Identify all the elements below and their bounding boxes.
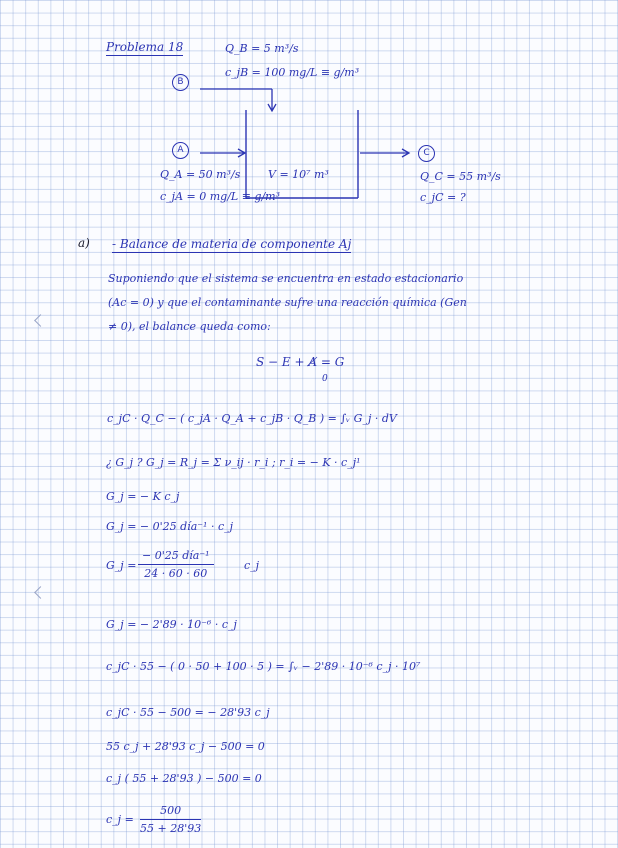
cjc-value: c_jC = ? (420, 191, 466, 204)
equation-step-1: c_jC · 55 − 500 = − 28'93 c_j (106, 706, 270, 719)
accumulation-zero-mark: 0 (322, 374, 328, 384)
equation-gj-rate: G_j = − 0'25 día⁻¹ · c_j (106, 520, 234, 533)
result-denominator: 55 + 28'93 (140, 822, 202, 835)
equation-generation: ¿ G_j ? G_j = R_j = Σ ν_ij · r_i ; r_i = − K · c_j¹ (106, 456, 361, 469)
tank-volume: V = 10⁷ m³ (268, 168, 329, 181)
stream-c-marker: C (418, 145, 435, 162)
equation-substituted: c_jC · 55 − ( 0 · 50 + 100 · 5 ) = ∫ᵥ − 2'89 · 10⁻⁶ c_j · 10⁷ (106, 660, 421, 673)
equation-gj-fraction (138, 549, 214, 580)
balance-equation: S − E + A̸ = G (256, 355, 345, 369)
equation-result-label: c_j = (106, 813, 134, 826)
cja-value: c_jA = 0 mg/L ≡ g/m³ (160, 190, 281, 203)
paragraph-line-1: Suponiendo que el sistema se encuentra en estado estacionario (108, 272, 464, 285)
equation-mass-balance: c_jC · Q_C − ( c_jA · Q_A + c_jB · Q_B ) = ∫ᵥ G_j · dV (107, 412, 397, 425)
qb-value: Q_B = 5 m³/s (225, 42, 299, 55)
paragraph-line-3: ≠ 0), el balance queda como: (108, 320, 271, 333)
section-title: - Balance de materia de componente Aj (112, 237, 352, 251)
equation-gj-k: G_j = − K c_j (106, 490, 180, 503)
equation-gj-value: G_j = − 2'89 · 10⁻⁶ · c_j (106, 618, 237, 631)
qc-value: Q_C = 55 m³/s (420, 170, 501, 183)
equation-step-3: c_j ( 55 + 28'93 ) − 500 = 0 (106, 772, 262, 785)
equation-gj-label: G_j = (106, 559, 137, 572)
equation-step-2: 55 c_j + 28'93 c_j − 500 = 0 (106, 740, 265, 753)
stream-a-marker: A (172, 142, 189, 159)
cjb-value: c_jB = 100 mg/L ≡ g/m³ (225, 66, 360, 79)
stream-b-marker: B (172, 74, 189, 91)
equation-gj-tail: c_j (244, 559, 260, 572)
fraction-numerator: − 0'25 día⁻¹ (138, 549, 214, 565)
result-numerator: 500 (140, 804, 201, 820)
qa-value: Q_A = 50 m³/s (160, 168, 241, 181)
paragraph-line-2: (Ac = 0) y que el contaminante sufre una reacción química (Gen (108, 296, 467, 309)
equation-result-fraction (140, 804, 201, 835)
section-marker: a) (78, 236, 90, 250)
problem-title: Problema 18 (106, 40, 184, 54)
fraction-denominator: 24 · 60 · 60 (144, 567, 208, 580)
